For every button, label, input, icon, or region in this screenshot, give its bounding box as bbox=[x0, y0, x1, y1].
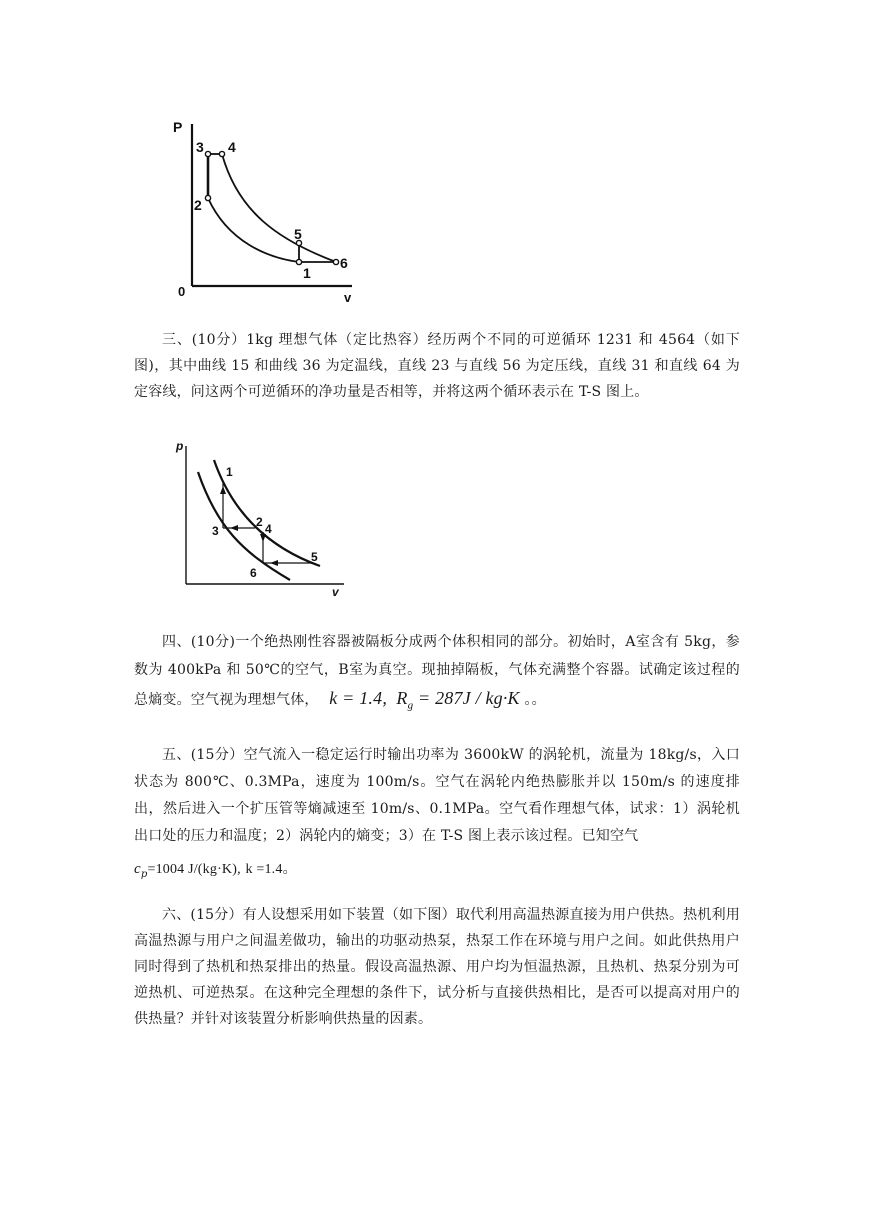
fig1-point-4: 4 bbox=[228, 139, 236, 155]
fig2-point-5: 5 bbox=[311, 550, 318, 564]
fig1-point-2: 2 bbox=[194, 197, 202, 213]
question-3 bbox=[134, 327, 740, 405]
fig1-axis-v: v bbox=[344, 290, 352, 305]
fig2-point-1: 1 bbox=[226, 465, 233, 479]
question-4-end: 。。 bbox=[524, 692, 546, 708]
question-4-text: 四、(10分)一个绝热刚性容器被隔板分成两个体积相同的部分。初始时，A室含有 5kg，参数为 400kPa 和 50℃的空气，B室为真空。现抽掉隔板，气体充满整个容器。试确定该过程的总熵变。空气视为理想气体， bbox=[134, 634, 740, 708]
fig2-axis-p: p bbox=[176, 439, 184, 453]
cp-sub: p bbox=[140, 868, 148, 880]
cp-value: =1004 J/(kg·K), bbox=[147, 862, 241, 877]
formula-k: k = 1.4 bbox=[329, 688, 383, 708]
cp-symbol: c bbox=[134, 861, 141, 877]
figure-1-pv-diagram bbox=[168, 112, 368, 307]
formula-r-value: = 287J / kg·K bbox=[413, 688, 520, 708]
fig1-point-6: 6 bbox=[340, 255, 348, 271]
fig1-origin: 0 bbox=[178, 284, 186, 299]
formula-r-sub: g bbox=[407, 699, 414, 712]
question-6 bbox=[134, 902, 740, 1032]
question-5-text: 五、(15分）空气流入一稳定运行时输出功率为 3600kW 的涡轮机，流量为 18kg/s，入口状态为 800℃、0.3MPa，速度为 100m/s。空气在涡轮内绝热膨胀并以 150m/s 的速度排出，然后进入一个扩压管等熵减速至 10m/s、0.1MPa。空气看作理想气体，试求：1）涡轮机出口处的压力和温度；2）涡轮内的熵变；3）在 T-S 图上表示该过程。已知空气 bbox=[134, 747, 740, 844]
question-3-text: 三、(10分）1kg 理想气体（定比热容）经历两个不同的可逆循环 1231 和 4564（如下图)，其中曲线 15 和曲线 36 为定温线，直线 23 与直线 56 为定压线，直线 31 和直线 64 为定容线，问这两个可逆循环的净功量是否相等，并将这两个循环表示在 T-S 图上。 bbox=[134, 332, 740, 400]
figure-2-pv-diagram bbox=[172, 432, 358, 600]
fig1-point-3: 3 bbox=[196, 139, 204, 155]
formula-r: R bbox=[396, 688, 408, 708]
fig2-point-4: 4 bbox=[265, 522, 272, 536]
fig2-axis-v: v bbox=[332, 585, 339, 599]
fig2-point-3: 3 bbox=[212, 524, 219, 538]
question-4 bbox=[134, 628, 740, 720]
fig1-point-1: 1 bbox=[303, 265, 311, 281]
question-5-end: 。 bbox=[282, 861, 297, 877]
question-5 bbox=[134, 742, 740, 888]
question-6-text: 六、(15分）有人设想采用如下装置（如下图）取代利用高温热源直接为用户供热。热机利用高温热源与用户之间温差做功，输出的功驱动热泵，热泵工作在环境与用户之间。如此供热用户同时得到了热机和热泵排出的热量。假设高温热源、用户均为恒温热源，且热机、热泵分别为可逆热机、可逆热泵。在这种完全理想的条件下，试分析与直接供热相比，是否可以提高对用户的供热量？并针对该装置分析影响供热量的因素。 bbox=[134, 907, 740, 1027]
fig1-axis-p: P bbox=[173, 119, 183, 135]
fig2-point-2: 2 bbox=[256, 515, 263, 529]
k-value: k =1.4 bbox=[245, 862, 283, 877]
question-4-formula: k = 1.4, $R_g = 287J / kg\cdot K$ bbox=[329, 688, 520, 712]
fig1-point-5: 5 bbox=[294, 226, 302, 242]
fig2-point-6: 6 bbox=[250, 566, 257, 580]
